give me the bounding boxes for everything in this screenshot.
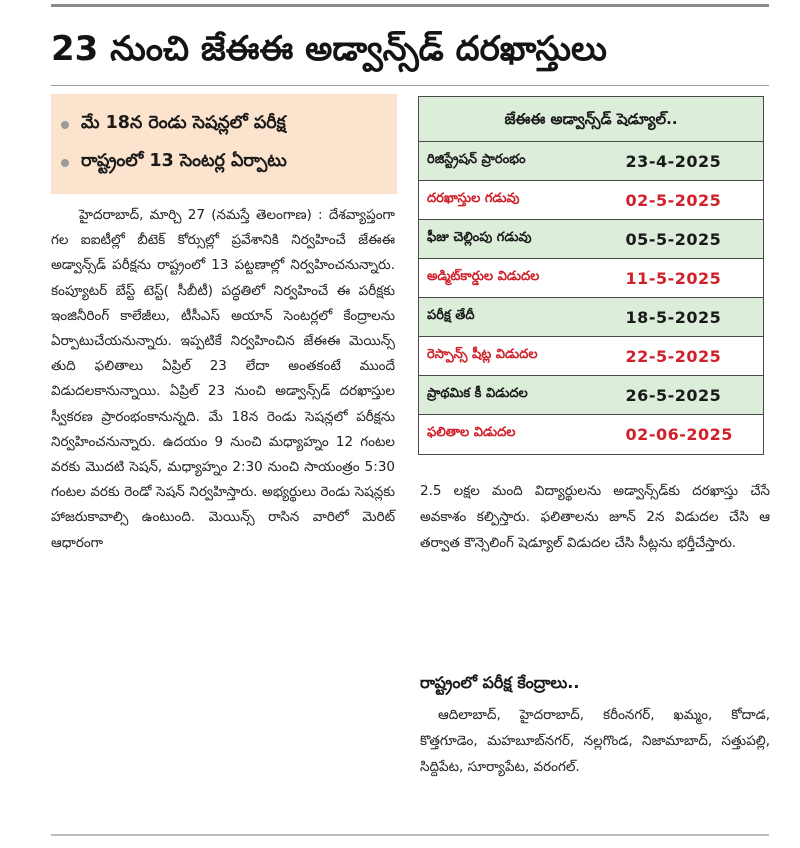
schedule-event: రెస్పాన్స్‌ షీట్ల విడుదల (419, 337, 618, 376)
schedule-date: 02-5-2025 (618, 181, 763, 220)
bullet-icon (61, 121, 69, 129)
schedule-row (419, 337, 763, 376)
schedule-row (419, 220, 763, 259)
schedule-box (418, 96, 764, 455)
schedule-table (419, 141, 763, 454)
schedule-row (419, 415, 763, 454)
schedule-date: 22-5-2025 (618, 337, 763, 376)
article-body-left (51, 203, 395, 823)
article-paragraph: హైదరాబాద్‌, మార్చి 27 (నమస్తే తెలంగాణ) : దేశవ్యాప్తంగా గల ఐఐటీల్లో బీటెక్‌ కోర్సుల్లో ప్రవేశానికి నిర్వహించే జేఈఈ అడ్వాన్స్‌డ్‌ పరీక్షను రాష్ట్రంలో 13 పట్టణాల్లో నిర్వహించనున్నారు. కంప్యూటర్‌ బేస్ట్‌ టెస్ట్‌( సీబీటీ) పద్ధతిలో నిర్వహించే ఈ పరీక్షకు ఇంజినీరింగ్‌ కాలేజీలు, టీసీఎస్‌ అయాన్‌ సెంటర్లలో కేంద్రాలను ఏర్పాటుచేయనున్నారు. ఇప్పటికే నిర్వహించిన జేఈఈ మెయిన్స్‌ తుది ఫలితాలు ఏప్రిల్‌ 23 లేదా అంతకంటే ముందే విడుదలకానున్నాయి. ఏప్రిల్‌ 23 నుంచి అడ్వాన్స్‌డ్‌ దరఖాస్తుల స్వీకరణ ప్రారంభంకానున్నది. మే 18న రెండు సెషన్లలో పరీక్షను నిర్వహించనున్నారు. ఉదయం 9 నుంచి మధ్యాహ్నం 12 గంటల వరకు మొదటి సెషన్‌, మధ్యాహ్నం 2:30 నుంచి సాయంత్రం 5:30 గంటల వరకు రెండో సెషన్‌ నిర్వహిస్తారు. అభ్యర్థులు రెండు సెషన్లకు హాజరుకావాల్సి ఉంటుంది. మెయిన్స్‌ రాసిన వారిలో మెరిట్‌ ఆధారంగా (51, 207, 395, 551)
highlights-box (51, 94, 397, 194)
schedule-row (419, 259, 763, 298)
top-rule (51, 4, 769, 7)
schedule-event: ప్రాథమిక కీ విడుదల (419, 376, 618, 415)
schedule-date: 11-5-2025 (618, 259, 763, 298)
headline-rule (51, 85, 769, 86)
highlight-item (61, 144, 389, 182)
schedule-row (419, 376, 763, 415)
schedule-event: రిజిస్ట్రేషన్‌ ప్రారంభం (419, 142, 618, 181)
highlight-text: మే 18న రెండు సెషన్లలో పరీక్ష (81, 113, 286, 133)
schedule-event: పరీక్ష తేదీ (419, 298, 618, 337)
schedule-date: 18-5-2025 (618, 298, 763, 337)
highlight-text: రాష్ట్రంలో 13 సెంటర్ల ఏర్పాటు (81, 151, 287, 171)
schedule-event: ఫలితాల విడుదల (419, 415, 618, 454)
schedule-event: దరఖాస్తుల గడువు (419, 181, 618, 220)
schedule-date: 23-4-2025 (618, 142, 763, 181)
bullet-icon (61, 159, 69, 167)
schedule-date: 26-5-2025 (618, 376, 763, 415)
bottom-rule (51, 834, 769, 836)
schedule-row (419, 142, 763, 181)
schedule-date: 05-5-2025 (618, 220, 763, 259)
highlight-item (61, 106, 389, 144)
schedule-title: జేఈఈ అడ్వాన్స్‌డ్‌ షెడ్యూల్‌.. (504, 110, 678, 128)
schedule-date: 02-06-2025 (618, 415, 763, 454)
schedule-event: అడ్మిట్‌కార్డుల విడుదల (419, 259, 618, 298)
schedule-row (419, 298, 763, 337)
article-body-right: 2.5 లక్షల మంది విద్యార్థులను అడ్వాన్స్‌డ్‌కు దరఖాస్తు చేసే అవకాశం కల్పిస్తారు. ఫలితాలను జూన్‌ 2న విడుదల చేసి ఆ తర్వాత కౌన్సెలింగ్‌ షెడ్యూల్‌ విడుదల చేసి సీట్లను భర్తీచేస్తారు. (420, 483, 770, 551)
centers-list: ఆదిలాబాద్‌, హైదరాబాద్‌, కరీంనగర్‌, ఖమ్మం, కోదాడ, కొత్తగూడెం, మహబూబ్‌నగర్‌, నల్లగొండ, నిజామాబాద్‌, సత్తుపల్లి, సిద్దిపేట, సూర్యాపేట, వరంగల్‌. (420, 707, 770, 775)
headline: 23 నుంచి జేఈఈ అడ్వాన్స్‌డ్‌ దరఖాస్తులు (51, 29, 607, 69)
schedule-row (419, 181, 763, 220)
centers-title: రాష్ట్రంలో పరీక్ష కేంద్రాలు.. (420, 673, 580, 692)
schedule-event: ఫీజు చెల్లింపు గడువు (419, 220, 618, 259)
